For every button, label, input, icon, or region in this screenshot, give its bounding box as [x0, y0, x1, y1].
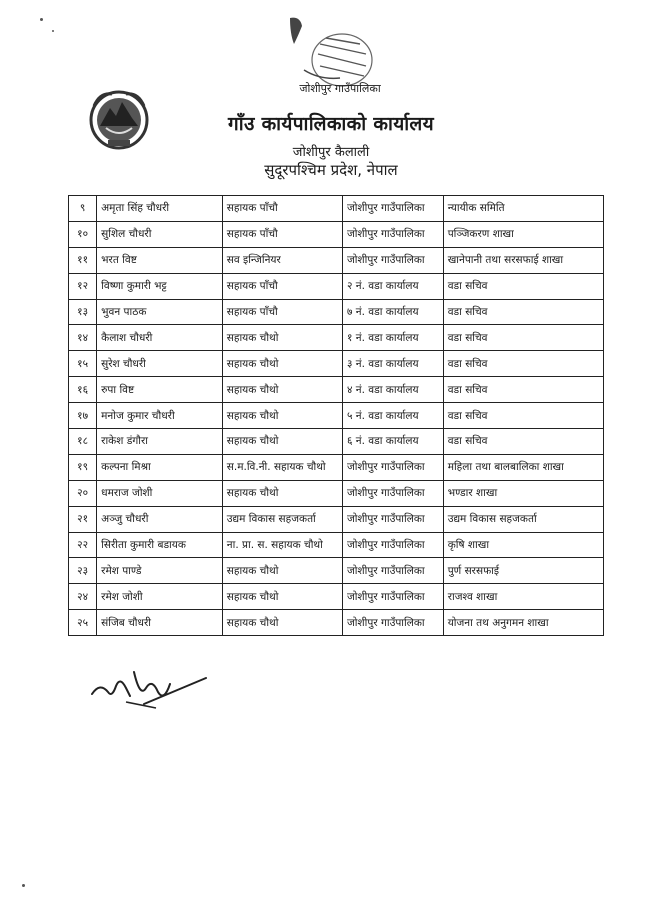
- serial-number: २३: [69, 558, 97, 584]
- employee-name: कैलाश चौधरी: [97, 325, 223, 351]
- serial-number: १०: [69, 221, 97, 247]
- section-name: वडा सचिव: [443, 403, 603, 429]
- section-name: वडा सचिव: [443, 273, 603, 299]
- table-row: [69, 558, 604, 584]
- employee-name: भुवन पाठक: [97, 299, 223, 325]
- employee-post: सहायक चौथो: [222, 558, 342, 584]
- serial-number: १५: [69, 351, 97, 377]
- table-row: [69, 325, 604, 351]
- section-name: वडा सचिव: [443, 429, 603, 455]
- section-name: कृषि शाखा: [443, 532, 603, 558]
- scan-speck: [40, 18, 43, 21]
- employee-name: अमृता सिंह चौधरी: [97, 196, 223, 222]
- employee-name: विष्णा कुमारी भट्ट: [97, 273, 223, 299]
- scan-speck: [52, 30, 54, 32]
- staff-table: [68, 195, 604, 636]
- employee-post: सहायक पाँचौ: [222, 196, 342, 222]
- office-name: जोशीपुर गाउँपालिका: [342, 221, 443, 247]
- office-name: जोशीपुर गाउँपालिका: [342, 247, 443, 273]
- scan-speck: [22, 884, 25, 887]
- serial-number: १७: [69, 403, 97, 429]
- table-row: [69, 532, 604, 558]
- serial-number: २२: [69, 532, 97, 558]
- employee-name: सुशिल चौधरी: [97, 221, 223, 247]
- table-row: [69, 273, 604, 299]
- serial-number: १४: [69, 325, 97, 351]
- employee-name: रमेश जोशी: [97, 584, 223, 610]
- serial-number: ९: [69, 196, 97, 222]
- office-name: जोशीपुर गाउँपालिका: [342, 558, 443, 584]
- section-name: खानेपानी तथा सरसफाई शाखा: [443, 247, 603, 273]
- office-name: १ नं. वडा कार्यालय: [342, 325, 443, 351]
- serial-number: १८: [69, 429, 97, 455]
- table-row: [69, 377, 604, 403]
- table-row: [69, 351, 604, 377]
- office-name: ६ नं. वडा कार्यालय: [342, 429, 443, 455]
- section-name: राजश्व शाखा: [443, 584, 603, 610]
- employee-post: सहायक चौथो: [222, 584, 342, 610]
- table-row: [69, 454, 604, 480]
- employee-name: सिरीता कुमारी बडायक: [97, 532, 223, 558]
- section-name: न्यायीक समिति: [443, 196, 603, 222]
- employee-name: अञ्जु चौधरी: [97, 506, 223, 532]
- section-name: वडा सचिव: [443, 325, 603, 351]
- serial-number: २०: [69, 480, 97, 506]
- employee-post: सहायक चौथो: [222, 403, 342, 429]
- table-row: [69, 480, 604, 506]
- employee-post: सहायक चौथो: [222, 351, 342, 377]
- serial-number: २१: [69, 506, 97, 532]
- serial-number: २५: [69, 610, 97, 636]
- employee-name: राकेश डंगौरा: [97, 429, 223, 455]
- employee-post: सहायक चौथो: [222, 429, 342, 455]
- employee-post: सहायक चौथो: [222, 480, 342, 506]
- section-name: महिला तथा बालबालिका शाखा: [443, 454, 603, 480]
- office-name: ७ नं. वडा कार्यालय: [342, 299, 443, 325]
- serial-number: १६: [69, 377, 97, 403]
- table-row: [69, 403, 604, 429]
- employee-post: सहायक चौथो: [222, 610, 342, 636]
- section-name: वडा सचिव: [443, 299, 603, 325]
- employee-name: कल्पना मिश्रा: [97, 454, 223, 480]
- employee-name: रमेश पाण्डे: [97, 558, 223, 584]
- employee-post: सव इन्जिनियर: [222, 247, 342, 273]
- table-row: [69, 196, 604, 222]
- section-name: योजना तथ अनुगमन शाखा: [443, 610, 603, 636]
- serial-number: ११: [69, 247, 97, 273]
- office-name: ५ नं. वडा कार्यालय: [342, 403, 443, 429]
- section-name: पुर्ण सरसफाई: [443, 558, 603, 584]
- office-name: जोशीपुर गाउँपालिका: [342, 584, 443, 610]
- employee-post: सहायक पाँचौ: [222, 221, 342, 247]
- table-row: [69, 610, 604, 636]
- office-name: ४ नं. वडा कार्यालय: [342, 377, 443, 403]
- office-title: गाँउ कार्यपालिकाको कार्यालय: [228, 113, 434, 135]
- table-row: [69, 429, 604, 455]
- employee-post: उद्यम विकास सहजकर्ता: [222, 506, 342, 532]
- office-location: जोशीपुर कैलाली: [292, 145, 370, 160]
- office-name: जोशीपुर गाउँपालिका: [342, 454, 443, 480]
- serial-number: २४: [69, 584, 97, 610]
- section-name: भण्डार शाखा: [443, 480, 603, 506]
- section-name: वडा सचिव: [443, 377, 603, 403]
- employee-post: स.म.वि.नी. सहायक चौथो: [222, 454, 342, 480]
- office-name: २ नं. वडा कार्यालय: [342, 273, 443, 299]
- office-name: जोशीपुर गाउँपालिका: [342, 196, 443, 222]
- office-name: ३ नं. वडा कार्यालय: [342, 351, 443, 377]
- table-row: [69, 584, 604, 610]
- employee-name: धमराज जोशी: [97, 480, 223, 506]
- employee-name: मनोज कुमार चौधरी: [97, 403, 223, 429]
- employee-post: ना. प्रा. स. सहायक चौथो: [222, 532, 342, 558]
- employee-post: सहायक चौथो: [222, 325, 342, 351]
- serial-number: १३: [69, 299, 97, 325]
- section-name: वडा सचिव: [443, 351, 603, 377]
- employee-name: भरत विष्ट: [97, 247, 223, 273]
- office-name: जोशीपुर गाउँपालिका: [342, 506, 443, 532]
- table-row: [69, 221, 604, 247]
- signature-icon: [86, 658, 216, 718]
- serial-number: १२: [69, 273, 97, 299]
- province-name: सुदूरपश्चिम प्रदेश, नेपाल: [264, 161, 398, 179]
- employee-post: सहायक पाँचौ: [222, 273, 342, 299]
- table-row: [69, 506, 604, 532]
- stamp-municipality-text: जोशीपुर गाउँपालिका: [299, 82, 381, 95]
- table-row: [69, 299, 604, 325]
- employee-post: सहायक पाँचौ: [222, 299, 342, 325]
- serial-number: १९: [69, 454, 97, 480]
- employee-name: सुरेश चौधरी: [97, 351, 223, 377]
- employee-name: रुपा विष्ट: [97, 377, 223, 403]
- office-name: जोशीपुर गाउँपालिका: [342, 610, 443, 636]
- employee-name: संजिब चौधरी: [97, 610, 223, 636]
- employee-post: सहायक चौथो: [222, 377, 342, 403]
- section-name: पञ्जिकरण शाखा: [443, 221, 603, 247]
- table-row: [69, 247, 604, 273]
- office-name: जोशीपुर गाउँपालिका: [342, 532, 443, 558]
- office-name: जोशीपुर गाउँपालिका: [342, 480, 443, 506]
- section-name: उद्यम विकास सहजकर्ता: [443, 506, 603, 532]
